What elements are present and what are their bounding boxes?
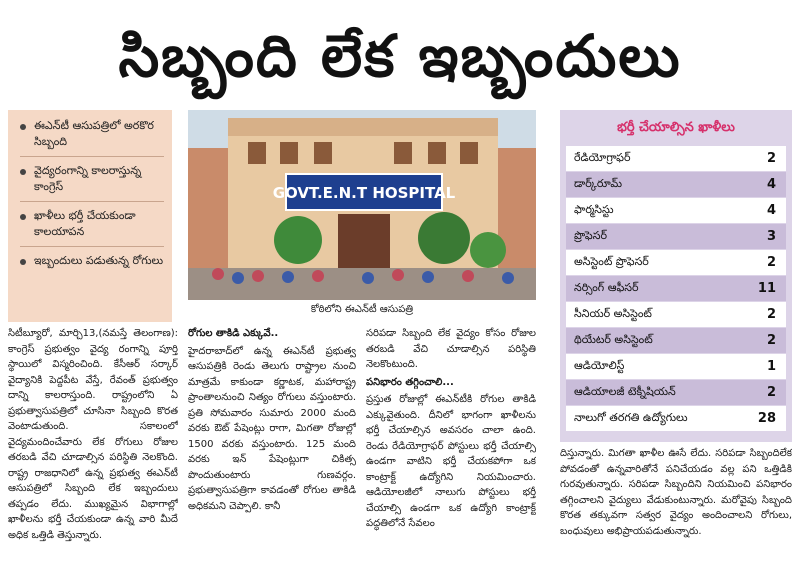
vacancy-post: సీనియర్ అసిస్టెంట్ [574,306,652,320]
vacancy-post: ఆడియోలిస్ట్ [574,358,625,372]
article-column-3 [366,326,536,572]
vacancy-rows [560,146,792,431]
vacancy-row [566,250,786,275]
hospital-sign: GOVT.E.N.T HOSPITAL [272,184,456,202]
article-subhead: పనిభారం తగ్గించాలి... [366,376,454,388]
vacancy-count: 11 [757,281,776,296]
vacancy-row [566,354,786,379]
vacancy-row [566,302,786,327]
hospital-photo-illustration [188,110,536,300]
vacancy-post: రేడియోగ్రాఫర్ [574,150,631,164]
divider [20,156,164,157]
vacancy-post: నాలుగో తరగతి ఉద్యోగులు [574,410,688,424]
vacancy-count: 4 [766,177,776,192]
vacancy-row [566,198,786,223]
highlight-item: ఖాళీలు భర్తీ చేయకుండా కాలయాపన [20,208,164,240]
vacancy-row [566,224,786,249]
vacancy-row [566,146,786,171]
vacancy-post: ఆడియాలజీ టెక్నీషియన్ [574,384,676,398]
article-paragraph: దిస్తున్నారు. మిగతా ఖాళీల ఊసే లేదు. సరిపడా సిబ్బందిలేక పోవడంతో ఉన్నవారితోనే పనిచేయడం వల్ల పని ఒత్తిడికి గురవుతున్నారు. సరిపడా సిబ్బందిని నియమించి పనిభారం తగ్గించాలని వైద్యులు వేడుకుంటున్నారు. మరోవైపు సిబ్బంది కొరత తక్కువగా సత్వర వైద్యం అందించాలని రోగులు, బంధువులు అభిప్రాయపడుతున్నారు. [560,448,792,537]
vacancy-post: థియేటర్ అసిస్టెంట్ [574,332,653,346]
highlight-item: ఈఎన్‌టీ ఆసుపత్రిలో అరకొర సిబ్బంది [20,118,164,150]
article-paragraph: సిటీబ్యూరో, మార్చి13,(నమస్తే తెలంగాణ): కాంగ్రెస్ ప్రభుత్వం వైద్య రంగాన్ని పూర్తి స్థాయిలో విస్మరించింది. కేసీఆర్ సర్కార్ వైద్యానికి పెద్దపీట వేస్తే, రేవంత్ ప్రభుత్వం దాన్ని కాలరాస్తుంది. రాష్ట్రంలోని ఏ ప్రభుత్వాసుపత్రిలో చూసినా సిబ్బంది కొరత వెంటాడుతుంది. సకాలంలో వైద్యమందించేవారు లేక రోగులు రోజుల తరబడి వేచి చూడాల్సిన పరిస్థితి నెలకొంది. రాష్ట్ర రాజధానిలో ఉన్న ప్రభుత్వ ఈఎన్‌టీ ఆసుపత్రిలో సిబ్బంది లేక ఇబ్బందులు తప్పడం లేదు. ముఖ్యమైన విభాగాల్లో ఖాళీలను భర్తీ చేయకుండా ఉన్న వారి మీదే అధిక ఒత్తిడి తెస్తున్నారు. [8,328,178,541]
vacancy-post: నర్సింగ్ ఆఫీసర్ [574,280,639,294]
article-paragraph: సరిపడా సిబ్బంది లేక వైద్యం కోసం రోజుల తరబడి వేచి చూడాల్సిన పరిస్థితి నెలకొంటుంది. [366,328,536,370]
vacancy-count: 2 [766,255,776,270]
vacancy-row [566,276,786,301]
highlights-box [8,110,172,322]
vacancy-title: భర్తీ చేయాల్సిన ఖాళీలు [617,120,735,135]
vacancy-row [566,328,786,353]
article-column-1 [8,326,178,572]
vacancy-count: 2 [766,385,776,400]
vacancy-count: 3 [766,229,776,244]
vacancy-count: 4 [766,203,776,218]
article-paragraph: హైదరాబాద్‌లో ఉన్న ఈఎన్‌టీ ప్రభుత్వ ఆసుపత్రికి రెండు తెలుగు రాష్ట్రాల నుంచి మాత్రమే కాకుండా కర్ణాటక, మహారాష్ట్ర ప్రాంతాలనుంచి నిత్యం రోగులు వస్తుంటారు. ప్రతి సోమవారం సుమారు 2000 మంది వరకు ఔట్ పేషెంట్లు రాగా, మిగతా రోజుల్లో 1500 వరకు వస్తుంటారు. 125 మంది వరకు ఇన్ పేషెంట్లుగా చికిత్స పొందుతుంటారు గుణవర్గం. ప్రభుత్వాసుపత్రిగా కావడంతో రోగుల తాకిడి అధికమని చెప్పాలి. కానీ [188,345,356,512]
vacancy-count: 2 [766,333,776,348]
vacancy-row [566,406,786,431]
vacancy-count: 28 [757,411,776,426]
article-column-2 [188,326,356,572]
article-column-4 [560,446,792,572]
article-subhead: రోగుల తాకిడి ఎక్కువే.. [188,328,279,339]
vacancy-post: ఫార్మసిస్టు [574,202,614,216]
hospital-photo [188,110,536,300]
photo-caption: కోఠిలోని ఈఎన్‌టీ ఆసుపత్రి [310,304,414,315]
article-paragraph: ప్రస్తుత రోజుల్లో ఈఎన్‌టీకి రోగుల తాకిడి ఎక్కువైతుంది. దీనిలో భాగంగా ఖాళీలను భర్తీ చేయాల్సిన అవసరం చాలా ఉంది. రెండు రేడియోగ్రాఫర్ పోస్టులు భర్తీ చేయాల్సి ఉండగా వాటిని భర్తీ చేయకపోగా ఒక కాంట్రాక్ట్ ఉద్యోగిని నియమించారు. ఆడియోలజీలో నాలుగు పోస్టులు భర్తీ చేయాల్సి ఉండగా ఒక ఉద్యోగి కాంట్రాక్ట్ పద్ధతిలోనే సేవలం [366,394,536,529]
vacancy-table [560,110,792,442]
vacancy-count: 1 [766,359,776,374]
vacancy-count: 2 [766,307,776,322]
vacancy-row [566,172,786,197]
highlight-item: వైద్యరంగాన్ని కాలరాస్తున్న కాంగ్రెస్ [20,163,164,195]
vacancy-post: అసిస్టెంట్ ప్రొఫెసర్ [574,254,649,268]
highlight-item: ఇబ్బందులు పడుతున్న రోగులు [20,253,164,269]
vacancy-post: డార్క్‌రూమ్ [574,176,623,190]
vacancy-post: ప్రొఫెసర్ [574,228,607,242]
divider [20,201,164,202]
headline: సిబ్బంది లేక ఇబ్బందులు [118,22,682,90]
divider [20,246,164,247]
vacancy-count: 2 [766,151,776,166]
vacancy-row [566,380,786,405]
